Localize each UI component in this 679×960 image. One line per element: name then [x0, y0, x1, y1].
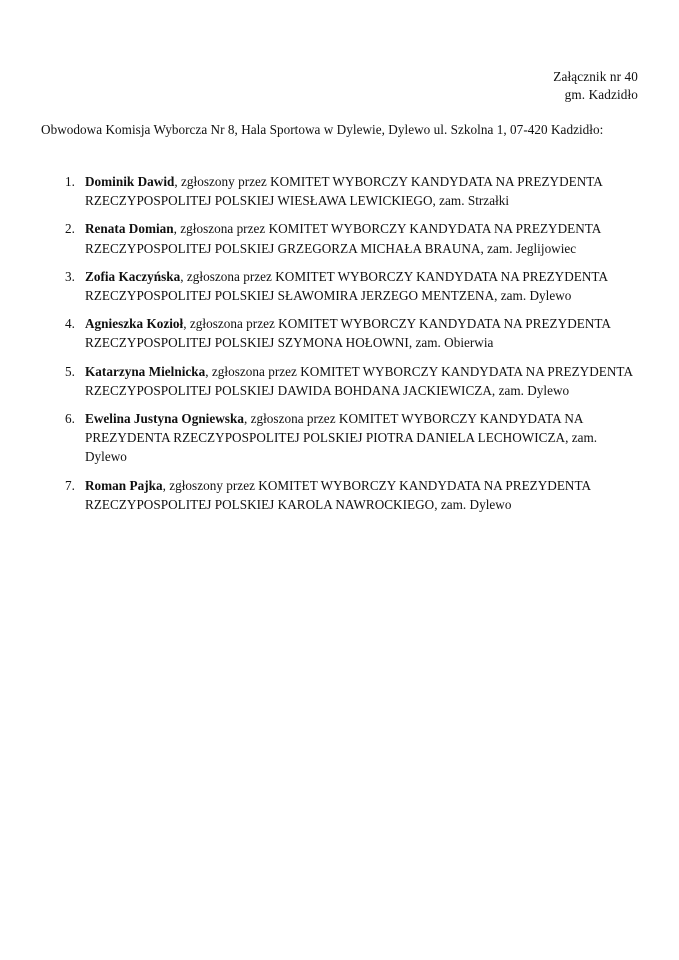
member-name: Katarzyna Mielnicka [85, 363, 206, 379]
member-details: , zgłoszona przez KOMITET WYBORCZY KANDYDATA NA PREZYDENTA RZECZYPOSPOLITEJ POLSKIEJ PIOTRA DANIELA LECHOWICZA, zam. Dylewo [85, 411, 598, 465]
member-details: , zgłoszona przez KOMITET WYBORCZY KANDYDATA NA PREZYDENTA RZECZYPOSPOLITEJ POLSKIEJ SZYMONA HOŁOWNI, zam. Obierwia [85, 316, 611, 351]
list-item [41, 267, 638, 305]
list-item-number: 2. [65, 221, 75, 237]
member-details: , zgłoszona przez KOMITET WYBORCZY KANDYDATA NA PREZYDENTA RZECZYPOSPOLITEJ POLSKIEJ GRZEGORZA MICHAŁA BRAUNA, zam. Jeglijowiec [85, 221, 601, 256]
list-item-number: 3. [65, 268, 75, 284]
list-item [41, 362, 638, 400]
member-name: Agnieszka Kozioł [85, 316, 184, 332]
commission-heading: Obwodowa Komisja Wyborcza Nr 8, Hala Sportowa w Dylewie, Dylewo ul. Szkolna 1, 07-420 Kadzidło: [41, 122, 604, 137]
attachment-number: Załącznik nr 40 [553, 69, 638, 84]
list-item [41, 409, 638, 467]
member-name: Ewelina Justyna Ogniewska [85, 411, 244, 427]
list-item-number: 7. [65, 477, 75, 493]
list-item [41, 314, 638, 352]
member-details: , zgłoszony przez KOMITET WYBORCZY KANDYDATA NA PREZYDENTA RZECZYPOSPOLITEJ POLSKIEJ KAROLA NAWROCKIEGO, zam. Dylewo [85, 477, 591, 512]
commission-member-list [41, 172, 638, 514]
list-item-number: 1. [65, 174, 75, 189]
list-item [41, 476, 638, 514]
member-details: , zgłoszony przez KOMITET WYBORCZY KANDYDATA NA PREZYDENTA RZECZYPOSPOLITEJ POLSKIEJ WIESŁAWA LEWICKIEGO, zam. Strzałki [85, 174, 603, 209]
list-item [41, 219, 638, 257]
member-name: Dominik Dawid [85, 174, 175, 189]
list-item [41, 172, 638, 210]
attachment-municipality: gm. Kadzidło [564, 87, 638, 102]
member-details: , zgłoszona przez KOMITET WYBORCZY KANDYDATA NA PREZYDENTA RZECZYPOSPOLITEJ POLSKIEJ DAWIDA BOHDANA JACKIEWICZA, zam. Dylewo [85, 363, 633, 398]
list-item-number: 6. [65, 411, 75, 427]
member-name: Renata Domian [85, 221, 174, 237]
member-details: , zgłoszona przez KOMITET WYBORCZY KANDYDATA NA PREZYDENTA RZECZYPOSPOLITEJ POLSKIEJ SŁAWOMIRA JERZEGO MENTZENA, zam. Dylewo [85, 268, 608, 304]
member-name: Roman Pajka [85, 477, 163, 493]
member-name: Zofia Kaczyńska [85, 268, 181, 284]
list-item-number: 4. [65, 316, 75, 332]
attachment-header [553, 68, 638, 104]
list-item-number: 5. [65, 363, 75, 379]
